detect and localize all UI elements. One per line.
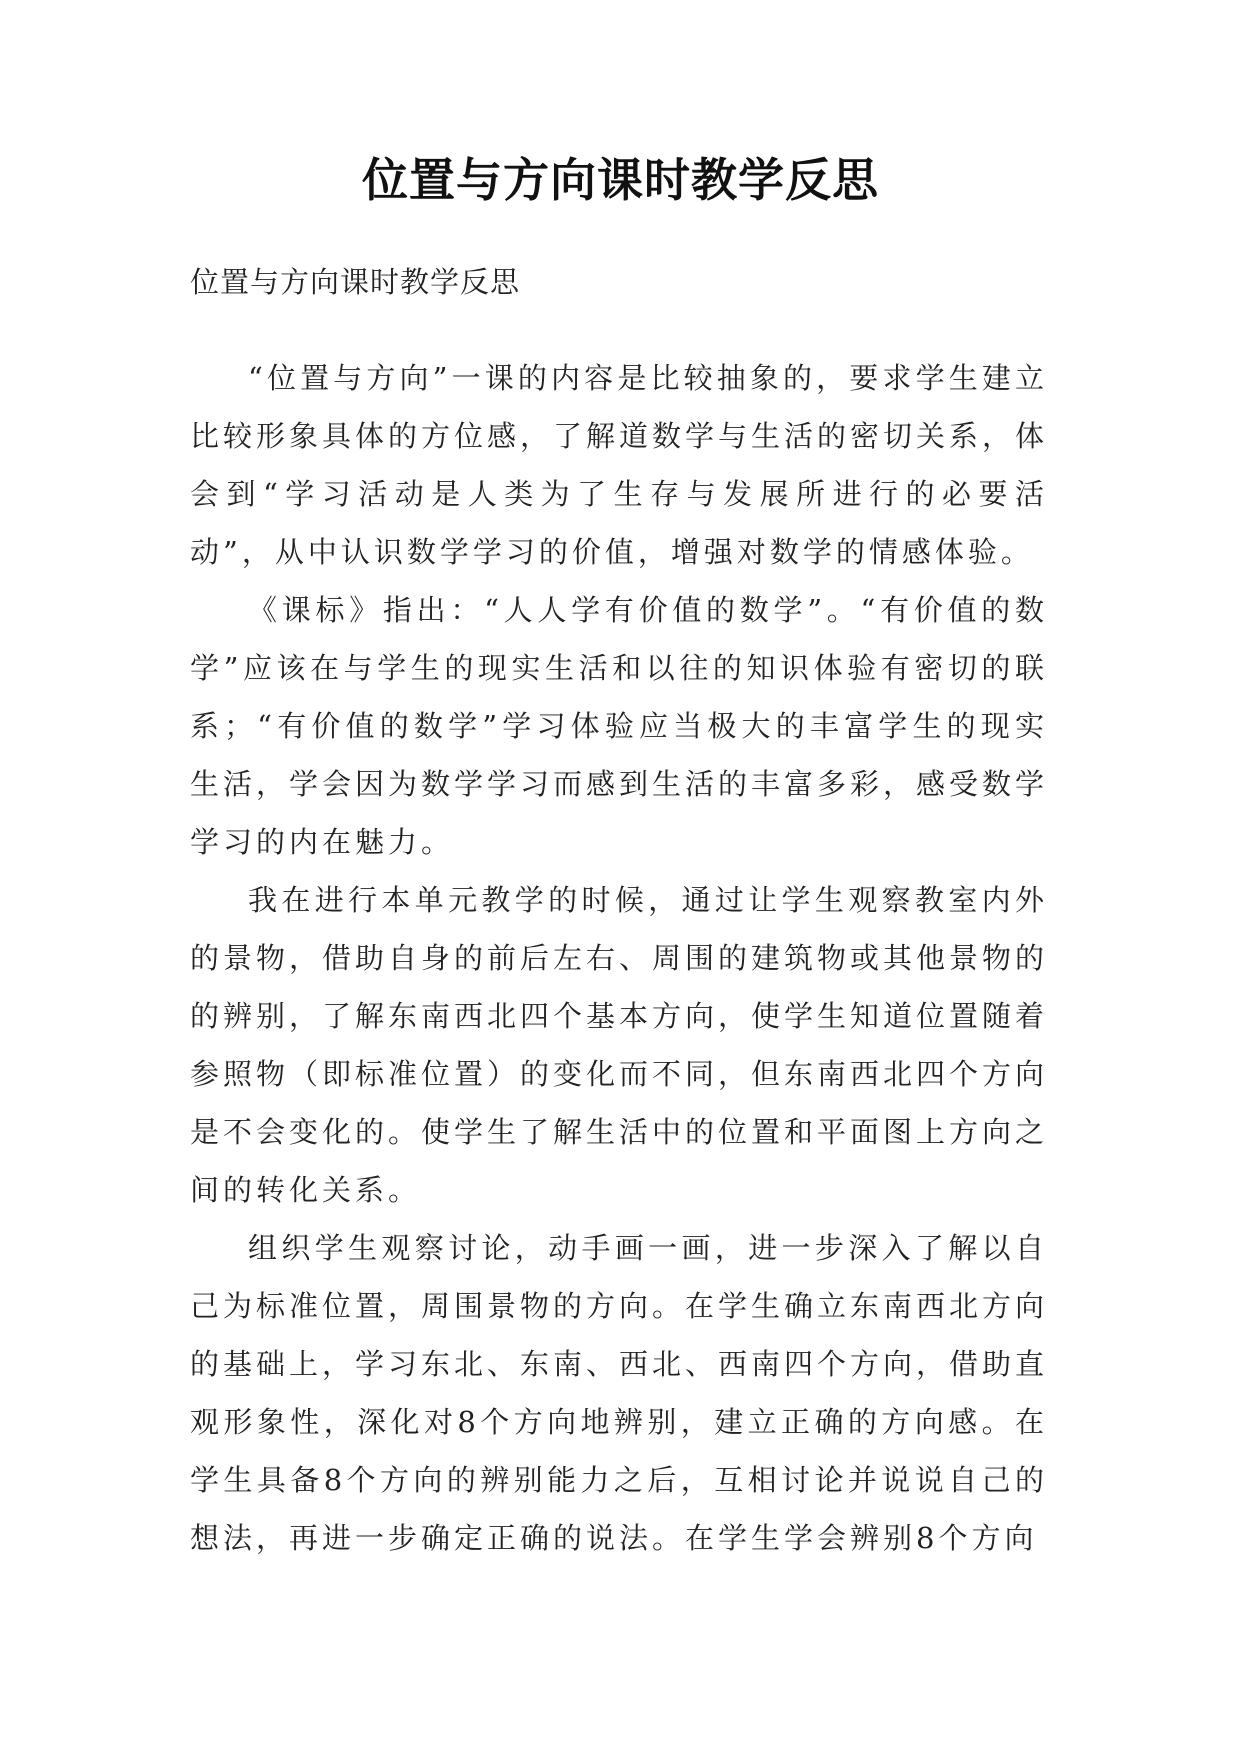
document-subtitle: 位置与方向课时教学反思: [190, 265, 521, 299]
paragraph-3: 我在进行本单元教学的时候，通过让学生观察教室内外的景物，借助自身的前后左右、周围的建筑物或其他景物的的辨别，了解东南西北四个基本方向，使学生知道位置随着参照物（即标准位置）的变化而不同，但东南西北四个方向是不会变化的。使学生了解生活中的位置和平面图上方向之间的转化关系。: [190, 883, 1049, 1207]
paragraph-2: 《课标》指出：“人人学有价值的数学”。“有价值的数学”应该在与学生的现实生活和以往的知识体验有密切的联系；“有价值的数学”学习体验应当极大的丰富学生的现实生活，学会因为数学学习而感到生活的丰富多彩，感受数学学习的内在魅力。: [190, 593, 1049, 859]
document-title: 位置与方向课时教学反思: [362, 153, 879, 207]
document-body: [190, 349, 1048, 1567]
paragraph-1: “位置与方向”一课的内容是比较抽象的，要求学生建立比较形象具体的方位感，了解道数学与生活的密切关系，体会到“学习活动是人类为了生存与发展所进行的必要活动”，从中认识数学学习的价值，增强对数学的情感体验。: [190, 361, 1049, 569]
paragraph-4: 组织学生观察讨论，动手画一画，进一步深入了解以自己为标准位置，周围景物的方向。在学生确立东南西北方向的基础上，学习东北、东南、西北、西南四个方向，借助直观形象性，深化对8个方向地辨别，建立正确的方向感。在学生具备8个方向的辨别能力之后，互相讨论并说说自己的想法，再进一步确定正确的说法。在学生学会辨别8个方向: [190, 1231, 1049, 1555]
